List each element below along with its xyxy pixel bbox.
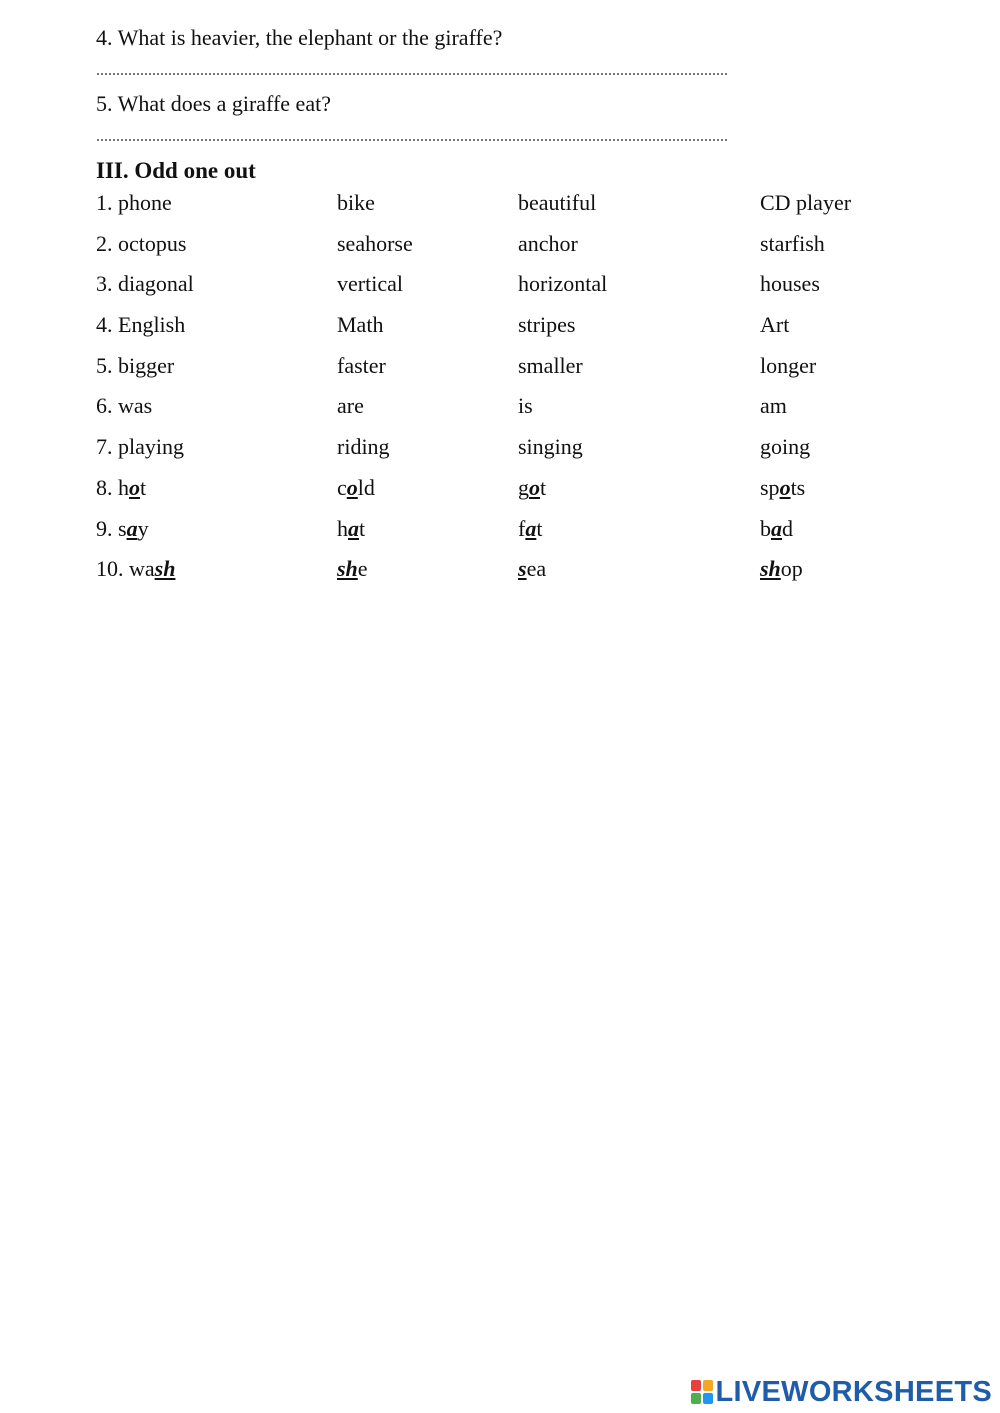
word-text: riding [337,434,390,460]
word-option[interactable] [337,471,375,505]
word-text-suffix: t [359,515,366,541]
word-option[interactable] [96,389,152,423]
logo-text: LIVEWORKSHEETS [715,1375,992,1408]
word-option[interactable] [337,186,375,220]
word-option[interactable] [760,267,820,301]
question-5: 5. What does a giraffe eat? [96,91,331,116]
word-text: vertical [337,271,403,297]
word-text: c [337,474,347,500]
logo-square-1 [691,1380,701,1391]
word-text: Art [760,312,790,338]
section-title: III. Odd one out [96,158,256,183]
word-text-suffix: ea [526,556,547,582]
word-option[interactable] [760,430,810,464]
word-text: 5. bigger [96,352,175,378]
word-option[interactable] [760,349,816,383]
word-text: sp [760,474,780,500]
highlighted-letters: sh [154,556,176,582]
word-option[interactable] [337,512,365,546]
word-option[interactable] [518,512,542,546]
word-option[interactable] [760,552,803,586]
word-text: 4. English [96,312,186,338]
word-option[interactable] [518,227,578,261]
word-option[interactable] [518,552,546,586]
word-text-suffix: ld [357,474,375,500]
highlighted-letters: o [346,474,358,500]
word-text: longer [760,352,817,378]
word-text: CD player [760,190,852,215]
word-text-suffix: y [137,515,149,541]
highlighted-letters: sh [760,556,781,582]
word-text: h [337,515,348,541]
word-text: 8. h [96,474,129,500]
word-text: 10. wa [96,556,155,582]
highlighted-letters: a [525,515,537,541]
word-option[interactable] [760,389,787,423]
word-option[interactable] [760,186,851,220]
word-text: 7. playing [96,434,184,460]
word-option[interactable] [96,227,186,261]
word-text: is [518,393,533,419]
word-text: stripes [518,312,576,338]
word-option[interactable] [518,186,596,220]
word-option[interactable] [96,308,185,342]
question-4: 4. What is heavier, the elephant or the giraffe? [96,25,503,50]
answer-line-5[interactable] [96,138,728,146]
word-option[interactable] [337,267,403,301]
word-text: 9. s [96,515,127,541]
word-text-suffix: t [140,474,147,500]
word-option[interactable] [96,471,146,505]
word-option[interactable] [518,471,546,505]
word-option[interactable] [96,349,174,383]
word-text: am [760,393,787,419]
word-option[interactable] [518,349,583,383]
answer-line-4[interactable] [96,72,728,80]
liveworksheets-logo [691,1375,993,1409]
word-text: beautiful [518,190,597,215]
logo-square-2 [703,1380,713,1391]
highlighted-letters: o [129,474,140,500]
word-text: faster [337,352,386,378]
word-text: seahorse [337,230,413,256]
word-option[interactable] [760,227,825,261]
word-text: bike [337,190,375,215]
word-text: 3. diagonal [96,271,194,297]
word-text: are [337,393,364,419]
word-text: houses [760,271,820,297]
word-text: 6. was [96,393,153,419]
word-text: Math [337,312,384,338]
word-text: g [518,474,529,500]
word-option[interactable] [337,430,390,464]
word-option[interactable] [96,267,194,301]
word-text-suffix: t [536,515,543,541]
highlighted-letters: a [348,515,359,541]
word-text: starfish [760,230,825,256]
word-option[interactable] [96,552,175,586]
word-option[interactable] [337,308,383,342]
word-option[interactable] [337,552,368,586]
word-option[interactable] [337,389,364,423]
word-option[interactable] [518,308,575,342]
word-text: 2. octopus [96,230,187,256]
word-text: singing [518,434,583,460]
highlighted-letters: s [518,556,527,582]
word-text: smaller [518,352,583,378]
word-text: going [760,434,811,460]
word-option[interactable] [337,349,386,383]
logo-square-4 [703,1393,713,1404]
word-option[interactable] [760,471,805,505]
word-option[interactable] [518,430,583,464]
word-option[interactable] [337,227,413,261]
word-text-suffix: e [357,556,368,582]
highlighted-letters: sh [337,556,358,582]
word-option[interactable] [760,512,793,546]
word-text: b [760,515,771,541]
logo-square-3 [691,1393,701,1404]
word-option[interactable] [96,430,184,464]
highlighted-letters: o [529,474,540,500]
word-text: f [518,515,526,541]
word-text-suffix: op [780,556,803,582]
logo-mark-icon [691,1380,713,1404]
word-text: anchor [518,230,578,256]
word-option[interactable] [96,512,149,546]
word-option[interactable] [96,186,172,220]
word-text-suffix: t [540,474,547,500]
word-option[interactable] [518,389,533,423]
highlighted-letters: a [126,515,138,541]
word-option[interactable] [518,267,607,301]
word-text: horizontal [518,271,608,297]
word-text: 1. phone [96,190,172,215]
highlighted-letters: a [771,515,782,541]
word-text-suffix: d [782,515,793,541]
word-option[interactable] [760,308,789,342]
highlighted-letters: o [779,474,791,500]
word-text-suffix: ts [790,474,806,500]
